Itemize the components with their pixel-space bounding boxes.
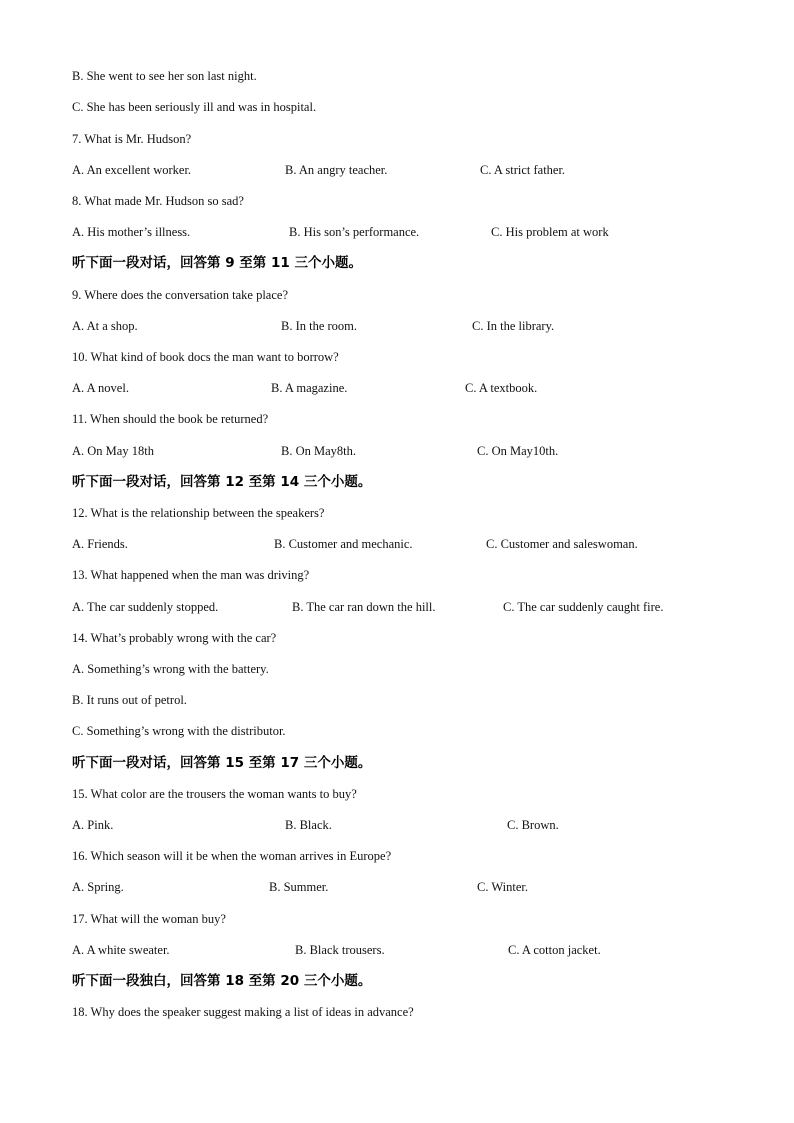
option-c: C. A cotton jacket. xyxy=(508,943,601,957)
option-a: A. Spring. xyxy=(72,880,124,894)
option-b: B. Black trousers. xyxy=(295,943,385,957)
option-c: C. Brown. xyxy=(507,818,559,832)
section-heading: 听下面一段独白，回答第 18 至第 20 三个小题。 xyxy=(72,973,372,989)
question-16: 16. Which season will it be when the woman arrives in Europe? xyxy=(72,849,392,863)
option-c: C. His problem at work xyxy=(491,225,609,239)
option-c: C. In the library. xyxy=(472,319,555,333)
option-b: B. It runs out of petrol. xyxy=(72,693,187,707)
option-a: A. Friends. xyxy=(72,537,128,551)
section-heading: 听下面一段对话，回答第 9 至第 11 三个小题。 xyxy=(72,255,362,271)
option-line: C. She has been seriously ill and was in hospital. xyxy=(72,100,317,114)
option-a: A. Something’s wrong with the battery. xyxy=(72,662,269,676)
option-c: C. Customer and saleswoman. xyxy=(486,537,638,551)
option-b: B. The car ran down the hill. xyxy=(292,600,436,614)
option-c: C. A textbook. xyxy=(465,381,538,395)
option-b: B. On May8th. xyxy=(281,444,356,458)
option-a: A. The car suddenly stopped. xyxy=(72,600,219,614)
option-b: B. Summer. xyxy=(269,880,329,894)
option-line: B. She went to see her son last night. xyxy=(72,69,257,83)
section-heading: 听下面一段对话，回答第 15 至第 17 三个小题。 xyxy=(72,755,372,771)
option-b: B. Customer and mechanic. xyxy=(274,537,413,551)
option-b: B. In the room. xyxy=(281,319,358,333)
option-a: A. Pink. xyxy=(72,818,114,832)
question-14: 14. What’s probably wrong with the car? xyxy=(72,631,277,645)
question-13: 13. What happened when the man was driving? xyxy=(72,568,310,582)
option-b: B. His son’s performance. xyxy=(289,225,420,239)
option-c: C. Something’s wrong with the distributor. xyxy=(72,724,286,738)
option-c: C. Winter. xyxy=(477,880,529,894)
option-a: A. At a shop. xyxy=(72,319,138,333)
question-10: 10. What kind of book docs the man want to borrow? xyxy=(72,350,339,364)
question-15: 15. What color are the trousers the woman wants to buy? xyxy=(72,787,357,801)
option-c: C. A strict father. xyxy=(480,163,566,177)
question-9: 9. Where does the conversation take place? xyxy=(72,288,288,302)
question-8: 8. What made Mr. Hudson so sad? xyxy=(72,194,244,208)
option-a: A. On May 18th xyxy=(72,444,154,458)
question-17: 17. What will the woman buy? xyxy=(72,912,226,926)
question-7: 7. What is Mr. Hudson? xyxy=(72,132,192,146)
option-c: C. The car suddenly caught fire. xyxy=(503,600,664,614)
option-b: B. Black. xyxy=(285,818,332,832)
option-b: B. An angry teacher. xyxy=(285,163,388,177)
question-11: 11. When should the book be returned? xyxy=(72,412,269,426)
section-heading: 听下面一段对话，回答第 12 至第 14 三个小题。 xyxy=(72,474,372,490)
option-c: C. On May10th. xyxy=(477,444,559,458)
option-b: B. A magazine. xyxy=(271,381,348,395)
question-18: 18. Why does the speaker suggest making a list of ideas in advance? xyxy=(72,1005,414,1019)
option-a: A. A white sweater. xyxy=(72,943,170,957)
option-a: A. His mother’s illness. xyxy=(72,225,191,239)
option-a: A. A novel. xyxy=(72,381,129,395)
option-a: A. An excellent worker. xyxy=(72,163,192,177)
question-12: 12. What is the relationship between the speakers? xyxy=(72,506,325,520)
